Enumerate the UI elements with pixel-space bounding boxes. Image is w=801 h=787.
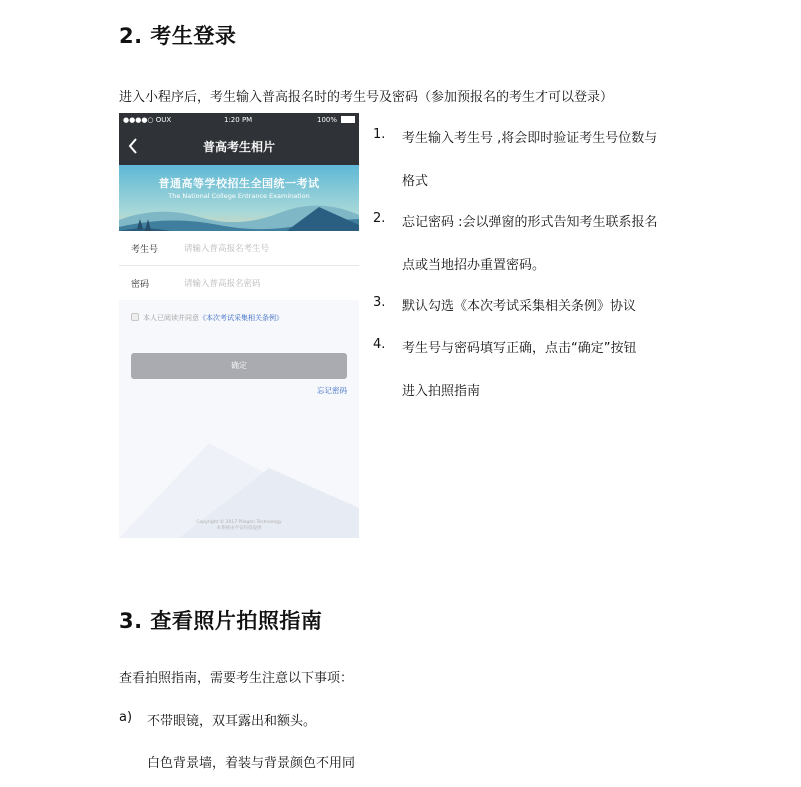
password-row — [119, 266, 359, 300]
student-id-row — [119, 231, 359, 265]
agreement-row — [131, 313, 283, 323]
banner-subtitle: The National College Entrance Examination — [168, 192, 310, 200]
step-text: 忘记密码 :会以弹窗的形式告知考生联系报名 — [402, 215, 658, 230]
battery-label: 100% — [316, 116, 337, 124]
step-text: 考生输入考生号 ,将会即时验证考生号位数与 — [402, 131, 658, 146]
nav-title: 普高考生相片 — [202, 140, 275, 154]
copyright — [119, 520, 359, 532]
step-number: 1. — [373, 127, 386, 142]
status-bar — [119, 113, 359, 127]
nav-bar — [119, 127, 359, 165]
status-time: 1:20 PM — [224, 116, 253, 124]
section-3-heading: 3. 查看照片拍照指南 — [119, 609, 323, 633]
carrier-label: ●●●●○ OUX — [123, 116, 172, 124]
phone-screenshot — [119, 113, 359, 538]
battery-icon — [341, 116, 355, 123]
list-item-text-continued: 白色背景墙，着装与背景颜色不用同 — [147, 756, 356, 771]
copyright-line-2: 本系统由平安科技提供 — [216, 526, 262, 531]
step-text-continued: 点或当地招办重置密码。 — [402, 258, 546, 273]
list-marker: a) — [119, 710, 133, 725]
section-3-intro: 查看拍照指南，需要考生注意以下事项： — [119, 671, 354, 686]
step-text: 默认勾选《本次考试采集相关条例》协议 — [402, 299, 637, 314]
step-number: 4. — [373, 337, 386, 352]
step-number: 3. — [373, 295, 386, 310]
step-text: 考生号与密码填写正确，点击“确定”按钮 — [402, 341, 637, 356]
agreement-link[interactable]: 《本次考试采集相关条例》 — [199, 314, 283, 322]
confirm-button[interactable]: 确定 — [131, 353, 347, 379]
agreement-text: 本人已阅读并同意 — [143, 314, 199, 322]
section-2-intro: 进入小程序后，考生输入普高报名时的考生号及密码（参加预报名的考生才可以登录） — [119, 90, 614, 105]
agreement-checkbox[interactable] — [131, 313, 139, 321]
step-text-continued: 进入拍照指南 — [402, 384, 481, 399]
step-text-continued: 格式 — [402, 174, 429, 189]
banner-title: 普通高等学校招生全国统一考试 — [158, 177, 320, 190]
copyright-line-1: Copyright © 2017 Pllegen Technology — [196, 520, 282, 525]
list-item-text: 不带眼镜，双耳露出和额头。 — [147, 714, 317, 729]
student-id-label: 考生号 — [131, 245, 159, 255]
password-input[interactable]: 请输入普高报名密码 — [184, 279, 261, 289]
step-number: 2. — [373, 211, 386, 226]
password-label: 密码 — [131, 280, 150, 290]
section-2-heading: 2. 考生登录 — [119, 24, 237, 48]
forgot-password-link[interactable]: 忘记密码 — [317, 386, 347, 395]
student-id-input[interactable]: 请输入普高报名考生号 — [184, 244, 270, 254]
